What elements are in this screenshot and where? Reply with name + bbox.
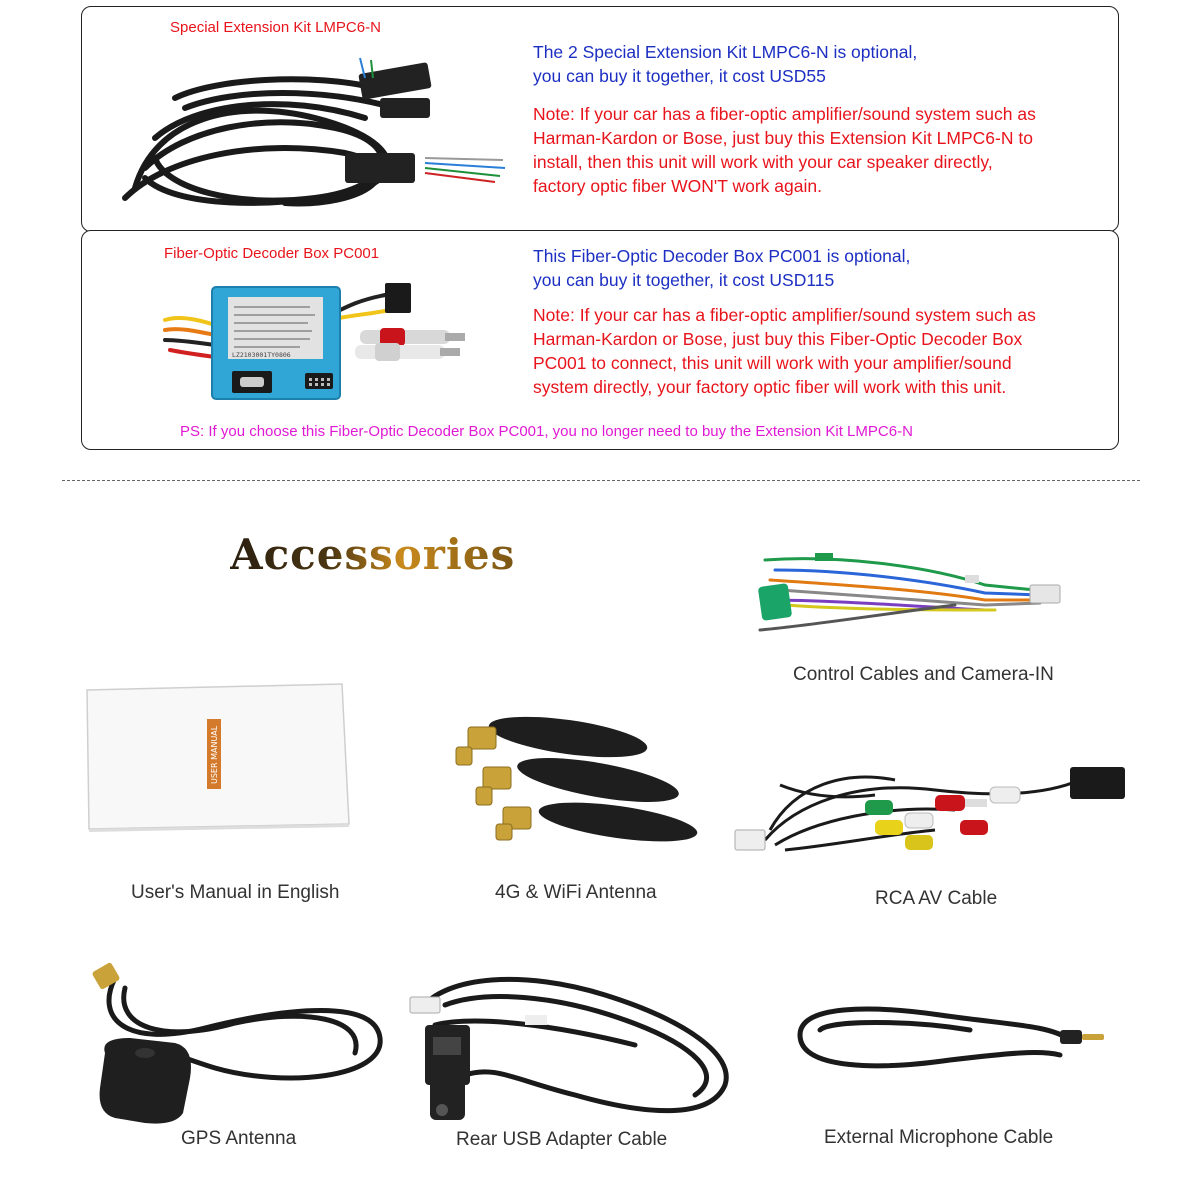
extension-kit-note: Note: If your car has a fiber-optic amplifier/sound system such as Harman-Kardon or Bose, just buy this Extension Kit LMPC6-N to install, then this unit will work with your car speaker directly, factory optic fiber WON'T work again. <box>533 104 1036 196</box>
gps-antenna-image <box>85 958 385 1128</box>
ps-text: If you choose this Fiber-Optic Decoder Box PC001, you no longer need to buy the Extension Kit LMPC6-N <box>208 423 913 440</box>
decoder-label-text: LZ2103001TY0806 <box>232 351 291 359</box>
caption-control-cables: Control Cables and Camera-IN <box>793 664 1054 685</box>
section-divider <box>62 480 1140 481</box>
caption-rca-cable: RCA AV Cable <box>875 888 998 909</box>
extension-kit-image <box>115 58 515 218</box>
caption-microphone-cable: External Microphone Cable <box>824 1127 1054 1148</box>
decoder-box-ps-note <box>180 423 913 440</box>
accessories-heading: Accessories <box>230 530 516 579</box>
usb-cable-image <box>405 965 745 1130</box>
caption-gps-antenna: GPS Antenna <box>181 1128 297 1149</box>
extension-kit-offer: The 2 Special Extension Kit LMPC6-N is optional, you can buy it together, it cost USD55 <box>533 42 918 86</box>
ps-label: PS: <box>180 423 205 440</box>
decoder-box-offer: This Fiber-Optic Decoder Box PC001 is optional, you can buy it together, it cost USD115 <box>533 246 911 290</box>
extension-kit-title: Special Extension Kit LMPC6-N <box>170 19 381 36</box>
user-manual-image <box>87 684 349 829</box>
decoder-box-title: Fiber-Optic Decoder Box PC001 <box>164 245 380 262</box>
decoder-box-note: Note: If your car has a fiber-optic amplifier/sound system such as Harman-Kardon or Bose, just buy this Fiber-Optic Decoder Box PC001 to connect, this unit will work with your amplifier/sound system directly, your factory optic fiber will work with this unit. <box>533 305 1036 397</box>
microphone-cable-image <box>790 995 1110 1080</box>
control-cables-image <box>755 545 1065 640</box>
antenna-image <box>438 712 703 842</box>
rca-cable-image <box>735 765 1130 870</box>
caption-usb-cable: Rear USB Adapter Cable <box>456 1129 668 1150</box>
decoder-box-image <box>160 275 480 405</box>
caption-antenna: 4G & WiFi Antenna <box>495 882 657 903</box>
manual-spine-text: USER MANUAL <box>210 725 219 784</box>
caption-user-manual: User's Manual in English <box>131 882 340 903</box>
